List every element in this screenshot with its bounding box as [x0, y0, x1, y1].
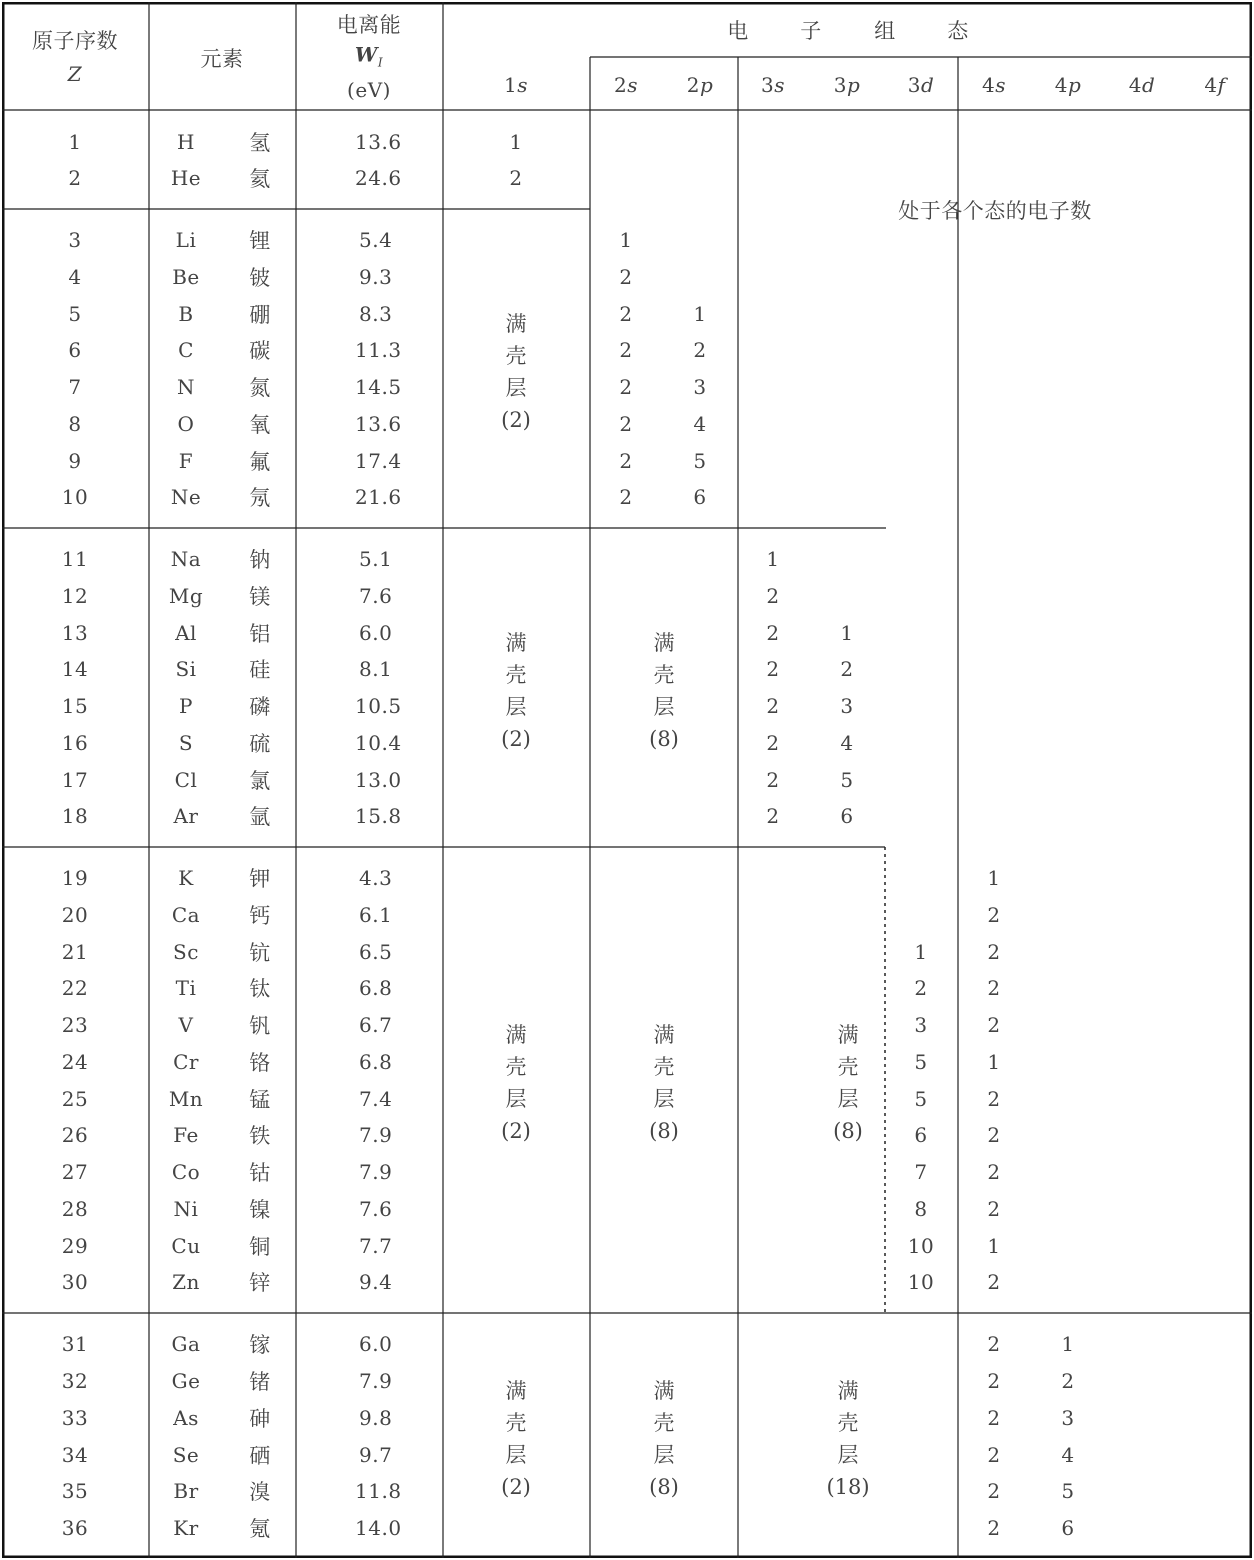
electron-count-s4: 2	[987, 1516, 1001, 1540]
full-shell-label	[501, 308, 531, 436]
ionization-energy-value: 7.7	[359, 1234, 393, 1258]
atomic-number: 11	[61, 547, 89, 571]
header-subshell-3s: 3s	[761, 73, 785, 97]
element-chinese-name: 钴	[249, 1161, 271, 1185]
header-energy-symbol	[355, 43, 383, 70]
electron-count-s3: 2	[766, 621, 780, 645]
ionization-energy-value: 6.0	[359, 1332, 393, 1356]
element-symbol: Mg	[168, 584, 204, 608]
element-chinese-name: 磷	[249, 695, 271, 719]
atomic-number: 31	[61, 1332, 89, 1356]
electron-count-s2: 1	[619, 228, 633, 252]
full-shell-char: 层	[653, 1087, 675, 1111]
electron-count-d3: 8	[914, 1197, 928, 1221]
element-chinese-name: 铜	[249, 1235, 271, 1259]
full-shell-char: 壳	[653, 1411, 675, 1435]
element-symbol: Cr	[173, 1050, 199, 1074]
element-symbol: Kr	[173, 1516, 199, 1540]
electron-count-p3: 3	[840, 694, 854, 718]
ionization-energy-value: 10.4	[355, 731, 402, 755]
element-symbol: Li	[175, 228, 197, 252]
full-shell-label	[501, 1375, 531, 1503]
ionization-energy-value: 4.3	[359, 866, 393, 890]
element-symbol: K	[178, 866, 194, 890]
electron-count-s4: 2	[987, 1479, 1001, 1503]
electron-count-s4: 1	[987, 866, 1001, 890]
element-chinese-name: 铍	[249, 266, 271, 290]
element-chinese-name: 碳	[249, 339, 271, 363]
ionization-energy-value: 9.8	[359, 1406, 393, 1430]
element-chinese-name: 镁	[249, 585, 271, 609]
element-chinese-name: 镓	[249, 1333, 271, 1357]
electron-count-s4: 2	[987, 1270, 1001, 1294]
electron-count-s3: 1	[766, 547, 780, 571]
header-subshell-4f: 4f	[1204, 73, 1226, 97]
ionization-energy-value: 6.5	[359, 940, 393, 964]
full-shell-char: 层	[505, 376, 527, 400]
ionization-energy-value: 5.1	[359, 547, 393, 571]
header-config-title-char: 电	[727, 19, 749, 43]
electron-count-s2: 2	[619, 412, 633, 436]
full-shell-char: 层	[505, 1087, 527, 1111]
full-shell-char: 层	[505, 695, 527, 719]
ionization-energy-value: 5.4	[359, 228, 393, 252]
electron-count-p4: 5	[1061, 1479, 1075, 1503]
full-shell-char: 满	[837, 1023, 859, 1047]
atomic-number: 29	[61, 1234, 89, 1258]
element-symbol: Cl	[174, 768, 198, 792]
element-chinese-name: 砷	[249, 1407, 271, 1431]
electron-count-d3: 1	[914, 940, 928, 964]
element-chinese-name: 钠	[249, 548, 271, 572]
full-shell-count: (8)	[649, 727, 679, 751]
atomic-number: 12	[61, 584, 89, 608]
ionization-energy-value: 15.8	[355, 804, 402, 828]
header-subshell-3d: 3d	[907, 73, 935, 97]
atomic-number: 30	[61, 1270, 89, 1294]
element-chinese-name: 锌	[249, 1271, 271, 1295]
electron-count-d3: 10	[907, 1270, 935, 1294]
ionization-energy-value: 13.6	[355, 412, 402, 436]
electron-count-s4: 2	[987, 940, 1001, 964]
element-chinese-name: 氮	[249, 376, 271, 400]
electron-count-s4: 2	[987, 1160, 1001, 1184]
element-symbol: P	[179, 694, 193, 718]
element-chinese-name: 锂	[249, 229, 271, 253]
header-config-title-char: 组	[874, 19, 896, 43]
ionization-energy-value: 6.8	[359, 1050, 393, 1074]
full-shell-char: 满	[837, 1379, 859, 1403]
electron-count-s4: 2	[987, 903, 1001, 927]
atomic-number: 21	[61, 940, 89, 964]
full-shell-char: 壳	[837, 1411, 859, 1435]
element-symbol: Si	[175, 657, 197, 681]
element-chinese-name: 硅	[249, 658, 271, 682]
element-chinese-name: 氩	[249, 805, 271, 829]
electron-count-p2: 1	[693, 302, 707, 326]
element-symbol: Cu	[171, 1234, 201, 1258]
element-chinese-name: 镍	[249, 1198, 271, 1222]
element-chinese-name: 铬	[249, 1051, 271, 1075]
atomic-number: 26	[61, 1123, 89, 1147]
element-chinese-name: 硼	[249, 303, 271, 327]
full-shell-char: 层	[837, 1443, 859, 1467]
ionization-energy-value: 9.7	[359, 1443, 393, 1467]
element-chinese-name: 氖	[249, 486, 271, 510]
atomic-number: 25	[61, 1087, 89, 1111]
ionization-energy-value: 6.8	[359, 976, 393, 1000]
electron-count-s4: 1	[987, 1234, 1001, 1258]
element-symbol: Sc	[173, 940, 199, 964]
header-subshell-1s: 1s	[504, 73, 528, 97]
header-subshell-4d: 4d	[1128, 73, 1156, 97]
header-element: 元素	[200, 47, 244, 71]
element-symbol: C	[178, 338, 194, 362]
element-symbol: Co	[171, 1160, 201, 1184]
full-shell-char: 层	[837, 1087, 859, 1111]
atomic-number: 2	[68, 166, 82, 190]
element-symbol: Ga	[171, 1332, 201, 1356]
electron-count-s2: 2	[619, 449, 633, 473]
electron-count-p2: 3	[693, 375, 707, 399]
header-ionization-energy: 电离能	[336, 13, 402, 37]
electron-count-s4: 2	[987, 1369, 1001, 1393]
element-symbol: As	[173, 1406, 199, 1430]
electron-count-s4: 2	[987, 1013, 1001, 1037]
electron-count-d3: 5	[914, 1050, 928, 1074]
electron-count-s2: 2	[619, 375, 633, 399]
full-shell-char: 满	[505, 1023, 527, 1047]
full-shell-char: 壳	[505, 1411, 527, 1435]
atomic-number: 23	[61, 1013, 89, 1037]
electron-count-s2: 2	[619, 485, 633, 509]
ionization-energy-value: 24.6	[355, 166, 402, 190]
atomic-number: 36	[61, 1516, 89, 1540]
full-shell-count: (2)	[501, 1119, 531, 1143]
atomic-number: 16	[61, 731, 89, 755]
full-shell-char: 满	[505, 631, 527, 655]
electron-count-p4: 1	[1061, 1332, 1075, 1356]
electron-configuration-table	[2, 2, 1252, 1558]
full-shell-label	[826, 1375, 869, 1503]
element-chinese-name: 氯	[249, 769, 271, 793]
element-symbol: Zn	[172, 1270, 200, 1294]
element-symbol: Ti	[175, 976, 197, 1000]
full-shell-label	[649, 627, 679, 755]
full-shell-char: 层	[505, 1443, 527, 1467]
header-subshell-3p: 3p	[833, 73, 861, 97]
element-symbol: Al	[175, 621, 197, 645]
electron-count-s4: 1	[987, 1050, 1001, 1074]
element-chinese-name: 氪	[249, 1517, 271, 1541]
element-symbol: F	[178, 449, 194, 473]
electron-count-d3: 6	[914, 1123, 928, 1147]
electron-count-p2: 4	[693, 412, 707, 436]
electron-count-s3: 2	[766, 768, 780, 792]
full-shell-char: 满	[505, 312, 527, 336]
electron-count-p3: 5	[840, 768, 854, 792]
electron-count-p2: 5	[693, 449, 707, 473]
element-chinese-name: 氧	[249, 413, 271, 437]
ionization-energy-value: 6.1	[359, 903, 393, 927]
full-shell-char: 层	[653, 695, 675, 719]
ionization-energy-value: 7.6	[359, 584, 393, 608]
ionization-energy-value: 7.6	[359, 1197, 393, 1221]
electron-count-p4: 6	[1061, 1516, 1075, 1540]
ionization-energy-value: 9.4	[359, 1270, 393, 1294]
atomic-number: 22	[61, 976, 89, 1000]
electron-count-s3: 2	[766, 804, 780, 828]
element-chinese-name: 硫	[249, 732, 271, 756]
header-subshell-4s: 4s	[982, 73, 1006, 97]
atomic-number: 34	[61, 1443, 89, 1467]
electron-count-s3: 2	[766, 731, 780, 755]
element-symbol: He	[170, 166, 202, 190]
full-shell-count: (2)	[501, 408, 531, 432]
electron-count-p2: 6	[693, 485, 707, 509]
atomic-number: 28	[61, 1197, 89, 1221]
atomic-number: 24	[61, 1050, 89, 1074]
electron-count-s1: 1	[509, 130, 523, 154]
full-shell-char: 壳	[505, 663, 527, 687]
element-symbol: Fe	[173, 1123, 199, 1147]
element-chinese-name: 溴	[249, 1480, 271, 1504]
element-symbol: V	[178, 1013, 194, 1037]
header-subshell-2s: 2s	[614, 73, 638, 97]
electron-count-s3: 2	[766, 657, 780, 681]
ionization-energy-value: 9.3	[359, 265, 393, 289]
atomic-number: 19	[61, 866, 89, 890]
header-atomic-number: 原子序数	[32, 29, 118, 53]
atomic-number: 13	[61, 621, 89, 645]
electron-count-s4: 2	[987, 1406, 1001, 1430]
ionization-energy-value: 8.3	[359, 302, 393, 326]
full-shell-count: (8)	[833, 1119, 863, 1143]
electron-count-s3: 2	[766, 584, 780, 608]
full-shell-char: 壳	[653, 1055, 675, 1079]
element-symbol: O	[177, 412, 195, 436]
ionization-energy-value: 6.7	[359, 1013, 393, 1037]
element-symbol: B	[178, 302, 194, 326]
full-shell-char: 满	[653, 1023, 675, 1047]
electron-count-s4: 2	[987, 1332, 1001, 1356]
electron-count-s2: 2	[619, 265, 633, 289]
atomic-number: 1	[68, 130, 82, 154]
full-shell-count: (2)	[501, 1475, 531, 1499]
atomic-number: 20	[61, 903, 89, 927]
atomic-number: 18	[61, 804, 89, 828]
element-chinese-name: 氢	[249, 131, 271, 155]
electron-count-s4: 2	[987, 1197, 1001, 1221]
atomic-number: 27	[61, 1160, 89, 1184]
ionization-energy-value: 14.0	[355, 1516, 402, 1540]
element-symbol: Ni	[173, 1197, 199, 1221]
electron-count-p3: 6	[840, 804, 854, 828]
ionization-energy-value: 14.5	[355, 375, 402, 399]
electron-count-p3: 2	[840, 657, 854, 681]
element-symbol: Mn	[168, 1087, 204, 1111]
ionization-energy-value: 8.1	[359, 657, 393, 681]
atomic-number: 8	[68, 412, 82, 436]
element-symbol: Se	[172, 1443, 200, 1467]
atomic-number: 15	[61, 694, 89, 718]
electron-count-p3: 1	[840, 621, 854, 645]
element-chinese-name: 铝	[249, 622, 271, 646]
atomic-number: 17	[61, 768, 89, 792]
energy-symbol-w: W	[354, 42, 378, 67]
full-shell-char: 壳	[653, 663, 675, 687]
ionization-energy-value: 13.6	[355, 130, 402, 154]
element-symbol: N	[177, 375, 195, 399]
electron-count-s4: 2	[987, 976, 1001, 1000]
header-z-symbol: Z	[67, 62, 83, 86]
header-config-title-char: 子	[800, 19, 822, 43]
element-symbol: S	[178, 731, 194, 755]
ionization-energy-value: 6.0	[359, 621, 393, 645]
element-symbol: Be	[172, 265, 200, 289]
electron-count-s1: 2	[509, 166, 523, 190]
full-shell-char: 壳	[837, 1055, 859, 1079]
full-shell-count: (8)	[649, 1119, 679, 1143]
element-symbol: Na	[170, 547, 202, 571]
element-chinese-name: 硒	[249, 1444, 271, 1468]
full-shell-label	[833, 1019, 863, 1147]
electron-count-p4: 4	[1061, 1443, 1075, 1467]
atomic-number: 6	[68, 338, 82, 362]
element-chinese-name: 钪	[249, 941, 271, 965]
full-shell-count: (2)	[501, 727, 531, 751]
electron-count-s2: 2	[619, 338, 633, 362]
electron-count-p3: 4	[840, 731, 854, 755]
full-shell-char: 层	[653, 1443, 675, 1467]
electron-count-s4: 2	[987, 1443, 1001, 1467]
electron-count-s4: 2	[987, 1123, 1001, 1147]
element-chinese-name: 钛	[249, 977, 271, 1001]
ionization-energy-value: 7.9	[359, 1369, 393, 1393]
full-shell-label	[649, 1019, 679, 1147]
header-subshell-2p: 2p	[686, 73, 714, 97]
electron-count-d3: 10	[907, 1234, 935, 1258]
electron-count-p4: 2	[1061, 1369, 1075, 1393]
header-energy-unit: (eV)	[347, 78, 391, 102]
element-chinese-name: 氦	[249, 167, 271, 191]
element-symbol: Ge	[171, 1369, 201, 1393]
full-shell-count: (18)	[826, 1475, 870, 1499]
header-config-title-char: 态	[947, 19, 969, 43]
header-subshell-4p: 4p	[1054, 73, 1082, 97]
electron-count-d3: 2	[914, 976, 928, 1000]
atomic-number: 14	[61, 657, 89, 681]
ionization-energy-value: 10.5	[355, 694, 402, 718]
full-shell-label	[501, 1019, 531, 1147]
energy-subscript: I	[377, 55, 384, 70]
element-symbol: Br	[173, 1479, 199, 1503]
atomic-number: 33	[61, 1406, 89, 1430]
element-chinese-name: 氟	[249, 450, 271, 474]
element-chinese-name: 铁	[249, 1124, 271, 1148]
full-shell-char: 满	[505, 1379, 527, 1403]
element-symbol: Ca	[171, 903, 201, 927]
full-shell-char: 满	[653, 1379, 675, 1403]
ionization-energy-value: 7.4	[359, 1087, 393, 1111]
element-chinese-name: 锗	[249, 1370, 271, 1394]
electron-count-d3: 5	[914, 1087, 928, 1111]
electron-count-s3: 2	[766, 694, 780, 718]
electron-count-note: 处于各个态的电子数	[898, 199, 1092, 223]
atomic-number: 4	[68, 265, 82, 289]
atomic-number: 32	[61, 1369, 89, 1393]
electron-count-d3: 3	[914, 1013, 928, 1037]
atomic-number: 3	[68, 228, 82, 252]
element-chinese-name: 钒	[249, 1014, 271, 1038]
electron-count-s2: 2	[619, 302, 633, 326]
element-chinese-name: 锰	[249, 1088, 271, 1112]
ionization-energy-value: 7.9	[359, 1123, 393, 1147]
atomic-number: 5	[68, 302, 82, 326]
element-symbol: Ar	[173, 804, 199, 828]
atomic-number: 7	[68, 375, 82, 399]
electron-count-p2: 2	[693, 338, 707, 362]
electron-count-p4: 3	[1061, 1406, 1075, 1430]
ionization-energy-value: 11.3	[355, 338, 402, 362]
ionization-energy-value: 21.6	[355, 485, 402, 509]
electron-count-d3: 7	[914, 1160, 928, 1184]
electron-count-s4: 2	[987, 1087, 1001, 1111]
full-shell-char: 满	[653, 631, 675, 655]
atomic-number: 9	[68, 449, 82, 473]
element-symbol: H	[177, 130, 195, 154]
element-chinese-name: 钾	[249, 867, 271, 891]
ionization-energy-value: 17.4	[355, 449, 402, 473]
full-shell-count: (8)	[649, 1475, 679, 1499]
ionization-energy-value: 7.9	[359, 1160, 393, 1184]
ionization-energy-value: 13.0	[355, 768, 402, 792]
full-shell-char: 壳	[505, 1055, 527, 1079]
ionization-energy-value: 11.8	[355, 1479, 402, 1503]
full-shell-label	[501, 627, 531, 755]
full-shell-label	[649, 1375, 679, 1503]
atomic-number: 10	[61, 485, 89, 509]
element-chinese-name: 钙	[249, 904, 271, 928]
full-shell-char: 壳	[505, 344, 527, 368]
atomic-number: 35	[61, 1479, 89, 1503]
element-symbol: Ne	[170, 485, 202, 509]
